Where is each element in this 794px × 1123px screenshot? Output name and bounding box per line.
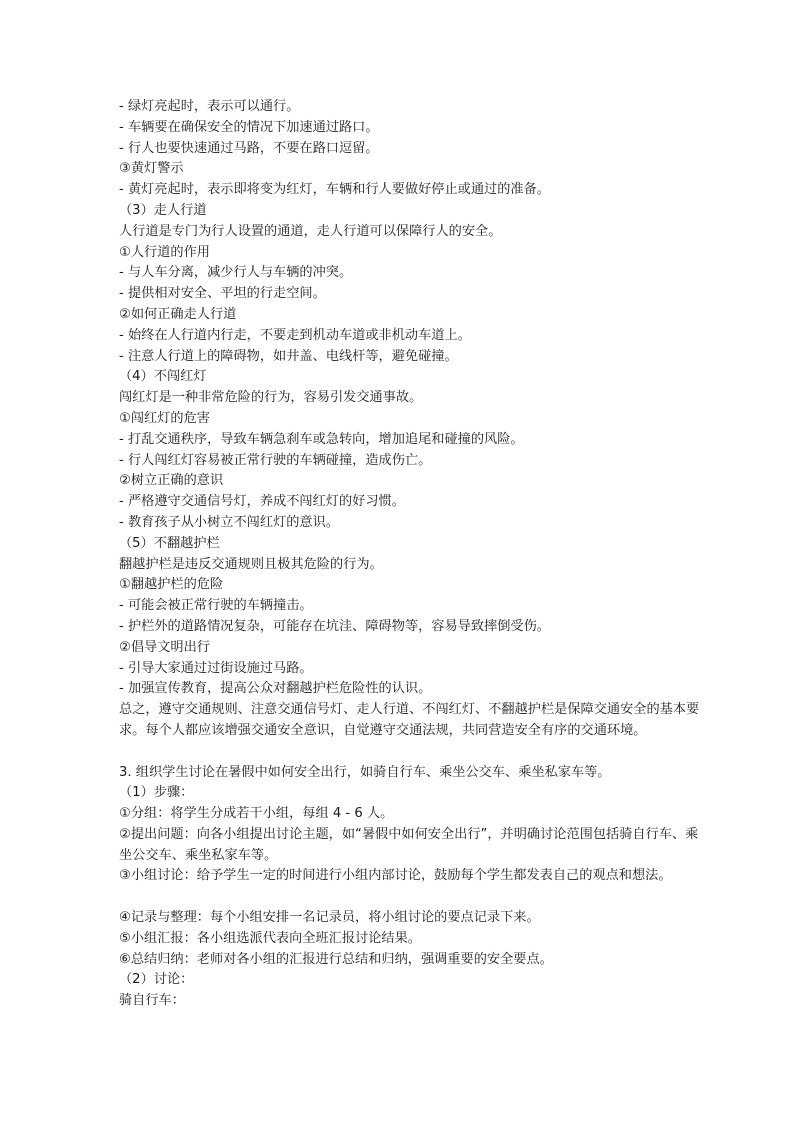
- section-heading: （3）走人行道: [119, 202, 207, 218]
- text-line: - 车辆要在确保安全的情况下加速通过路口。: [119, 119, 379, 135]
- step-item: ④记录与整理：每个小组安排一名记录员，将小组讨论的要点记录下来。: [119, 910, 540, 926]
- text-line: - 教育孩子从小树立不闯红灯的意识。: [119, 514, 339, 530]
- text-line: 翻越护栏是违反交通规则且极其危险的行为。: [119, 556, 383, 572]
- bike-heading: 骑自行车：: [119, 993, 185, 1009]
- text-line: - 注意人行道上的障碍物，如井盖、电线杆等，避免碰撞。: [119, 348, 458, 364]
- text-line: - 绿灯亮起时，表示可以通行。: [119, 99, 300, 114]
- document-body: [119, 97, 709, 1012]
- section-heading: 3. 组织学生讨论在暑假中如何安全出行，如骑自行车、乘坐公交车、乘坐私家车等。: [119, 764, 611, 780]
- text-line: - 提供相对安全、平坦的行走空间。: [119, 286, 326, 302]
- subheading: ②倡导文明出行: [119, 639, 210, 655]
- section-heading: （5）不翻越护栏: [119, 535, 220, 551]
- text-line: - 始终在人行道内行走，不要走到机动车道或非机动车道上。: [119, 327, 471, 343]
- steps-heading: （1）步骤：: [119, 785, 194, 801]
- subheading: ①人行道的作用: [119, 244, 210, 260]
- text-line: - 护栏外的道路情况复杂，可能存在坑洼、障碍物等，容易导致摔倒受伤。: [119, 618, 550, 634]
- text-line: - 可能会被正常行驶的车辆撞击。: [119, 598, 313, 614]
- section-heading: （4）不闯红灯: [119, 369, 207, 385]
- text-line: 闯红灯是一种非常危险的行为，容易引发交通事故。: [119, 390, 423, 406]
- step-item: ⑥总结归纳：老师对各小组的汇报进行总结和归纳，强调重要的安全要点。: [119, 951, 553, 967]
- text-line: - 引导大家通过过街设施过马路。: [119, 660, 313, 676]
- subheading: ③黄灯警示: [119, 161, 184, 177]
- step-item: ③小组讨论：给予学生一定的时间进行小组内部讨论，鼓励每个学生都发表自己的观点和想法。: [119, 868, 672, 884]
- step-item: ②提出问题：向各小组提出讨论主题，如“暑假中如何安全出行”，并明确讨论范围包括骑自行车、乘坐公交车、乘坐私家车等。: [119, 826, 699, 863]
- subheading: ②树立正确的意识: [119, 473, 224, 489]
- discussion-heading: （2）讨论：: [119, 972, 194, 988]
- text-line: - 加强宣传教育，提高公众对翻越护栏危险性的认识。: [119, 681, 432, 697]
- text-line: 人行道是专门为行人设置的通道，走人行道可以保障行人的安全。: [119, 223, 502, 239]
- step-item: ①分组：将学生分成若干小组，每组 4 - 6 人。: [119, 806, 394, 822]
- summary-paragraph: 总之，遵守交通规则、注意交通信号灯、走人行道、不闯红灯、不翻越护栏是保障交通安全的基本要求。每个人都应该增强交通安全意识，自觉遵守交通法规，共同营造安全有序的交通环境。: [119, 702, 700, 738]
- text-line: - 严格遵守交通信号灯，养成不闯红灯的好习惯。: [119, 494, 405, 510]
- subheading: ①闯红灯的危害: [119, 410, 210, 426]
- step-item: ⑤小组汇报：各小组选派代表向全班汇报讨论结果。: [119, 930, 421, 946]
- text-line: - 黄灯亮起时，表示即将变为红灯，车辆和行人要做好停止或通过的准备。: [119, 182, 550, 198]
- subheading: ②如何正确走人行道: [119, 306, 237, 322]
- subheading: ①翻越护栏的危险: [119, 577, 224, 593]
- text-line: - 与人车分离，减少行人与车辆的冲突。: [119, 265, 353, 281]
- text-line: - 行人也要快速通过马路，不要在路口逗留。: [119, 140, 379, 156]
- text-line: - 行人闯红灯容易被正常行驶的车辆碰撞，造成伤亡。: [119, 452, 432, 468]
- text-line: - 打乱交通秩序，导致车辆急刹车或急转向，增加追尾和碰撞的风险。: [119, 431, 524, 447]
